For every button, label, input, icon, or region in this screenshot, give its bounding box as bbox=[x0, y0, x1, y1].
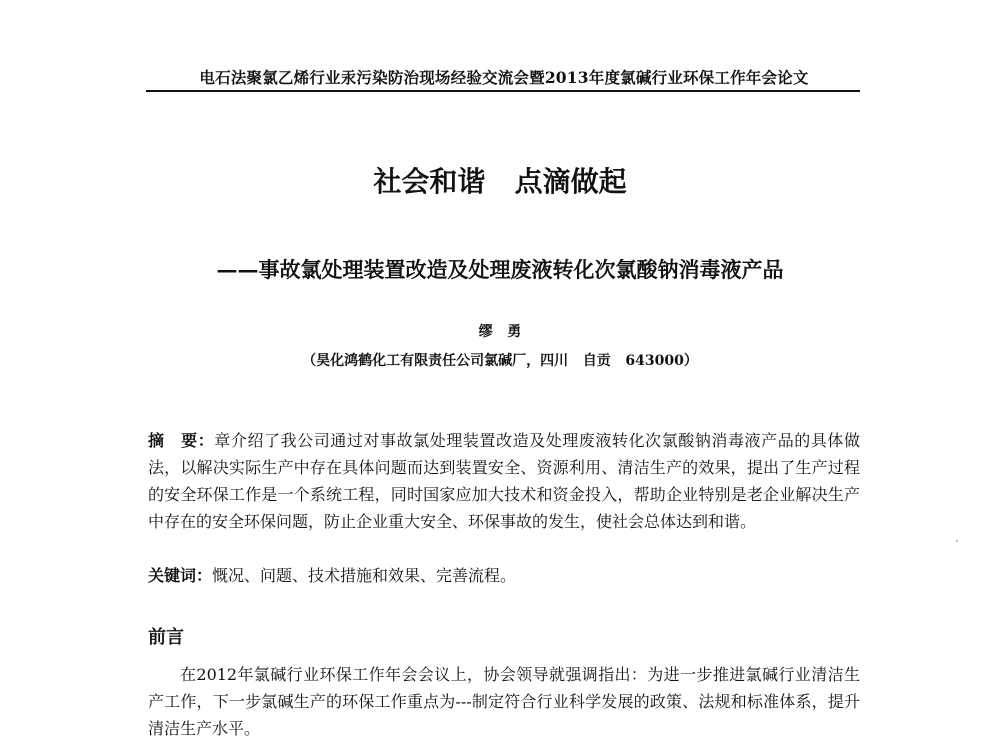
keywords-text: 慨况、问题、技术措施和效果、完善流程。 bbox=[212, 566, 517, 585]
author-affiliation: （昊化鸿鹤化工有限责任公司氯碱厂，四川 自贡 643000） bbox=[302, 353, 698, 369]
paper-title: 社会和谐 点滴做起 bbox=[373, 165, 627, 198]
paper-subtitle: ——事故氯处理装置改造及处理废液转化次氯酸钠消毒液产品 bbox=[216, 257, 784, 282]
keywords-label: 关键词： bbox=[148, 566, 213, 585]
section-heading: 前言 bbox=[148, 627, 184, 648]
author-name: 缪 勇 bbox=[478, 324, 522, 340]
body-paragraph: 在2012年氯碱行业环保工作年会会议上，协会领导就强调指出：为进一步推进氯碱行业清洁生产工作，下一步氯碱生产的环保工作重点为---制定符合行业科学发展的政策、法规和标准体系，提升清洁生产水平。 bbox=[148, 665, 860, 738]
running-header: 电石法聚氯乙烯行业汞污染防治现场经验交流会暨2013年度氯碱行业环保工作年会论文 bbox=[199, 68, 809, 87]
abstract-label: 摘 要： bbox=[148, 431, 215, 450]
abstract-text: 章介绍了我公司通过对事故氯处理装置改造及处理废液转化次氯酸钠消毒液产品的具体做法，以解决实际生产中存在具体问题而达到装置安全、资源利用、清洁生产的效果，提出了生产过程的安全环保工作是一个系统工程，同时国家应加大技术和资金投入，帮助企业特别是老企业解决生产中存在的安全环保问题，防止企业重大安全、环保事故的发生，使社会总体达到和谐。 bbox=[148, 431, 860, 531]
abstract bbox=[148, 427, 860, 535]
keywords bbox=[148, 562, 860, 589]
header-rule bbox=[146, 90, 860, 92]
scan-speck bbox=[956, 540, 958, 542]
